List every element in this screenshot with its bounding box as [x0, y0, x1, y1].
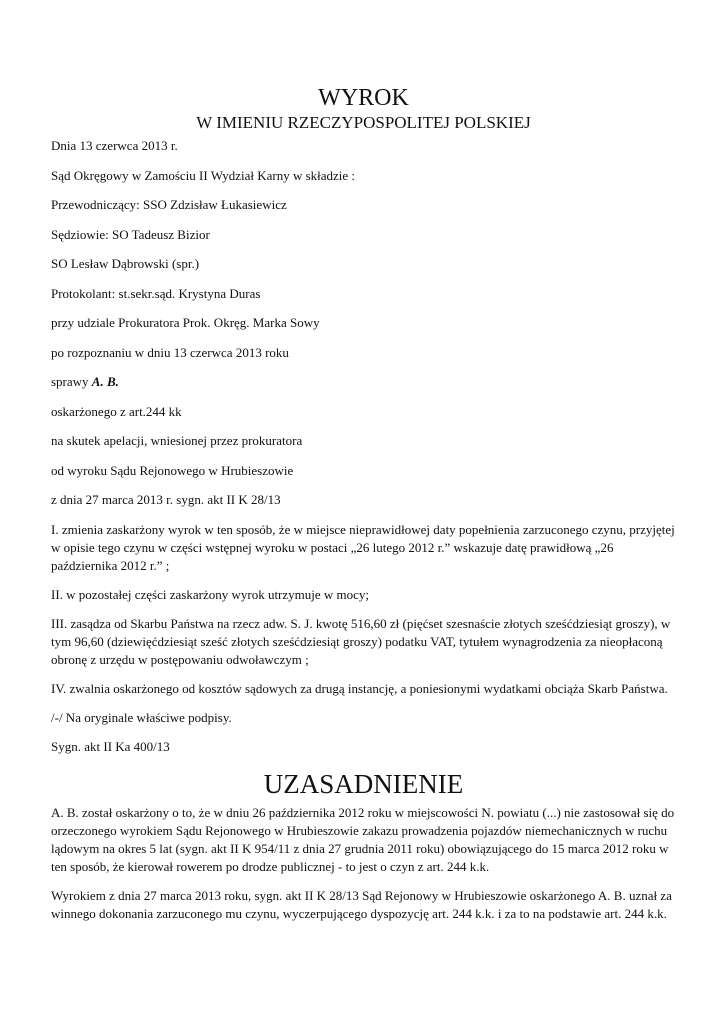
- defendant-name: A. B.: [91, 374, 119, 389]
- ruling-2: II. w pozostałej części zaskarżony wyrok utrzymuje w mocy;: [51, 586, 370, 602]
- document-title: WYROK: [318, 85, 409, 111]
- lower-court: od wyroku Sądu Rejonowego w Hrubieszowie: [51, 462, 294, 478]
- appeal-info: na skutek apelacji, wniesionej przez prokuratora: [51, 433, 303, 448]
- case-of-defendant: [51, 373, 676, 391]
- document-subtitle: W IMIENIU RZECZYPOSPOLITEJ POLSKIEJ: [196, 113, 531, 132]
- hearing-date: po rozpoznaniu w dniu 13 czerwca 2013 roku: [51, 344, 289, 360]
- case-prefix: sprawy: [51, 374, 92, 389]
- justification-paragraph-2: Wyrokiem z dnia 27 marca 2013 roku, sygn. akt II K 28/13 Sąd Rejonowy w Hrubieszowie oskarżonego A. B. uznał za winnego dokonania zarzuconego mu czynu, wyczerpującego dyspozycję art. 244 k.k. i za to na podstawie art. 244 k.k.: [51, 887, 672, 921]
- ruling-1: I. zmienia zaskarżony wyrok w ten sposób, że w miejsce nieprawidłowej daty popełnienia zarzuconego czynu, przyjętej w opisie tego czynu w części wstępnej wyroku w postaci „26 lutego 2012 r.” wskazuje datę prawidłową „26 października 2012 r.” ;: [51, 521, 675, 573]
- case-number: Sygn. akt II Ka 400/13: [51, 739, 170, 754]
- document-page: [51, 84, 676, 934]
- justification-heading: UZASADNIENIE: [263, 768, 464, 799]
- judges: Sędziowie: SO Tadeusz Bizior: [51, 226, 210, 242]
- charge: oskarżonego z art.244 kk: [51, 403, 182, 419]
- ruling-3: III. zasądza od Skarbu Państwa na rzecz adw. S. J. kwotę 516,60 zł (pięćset szesnaście złotych sześćdziesiąt groszy), w tym 96,60 (dziewięćdziesiąt sześć złotych sześćdziesiąt groszy) podatku VAT, tytułem wynagrodzenia za nieopłaconą obronę z urzędu w postępowaniu odwoławczym ;: [51, 615, 671, 667]
- court-name: Sąd Okręgowy w Zamościu II Wydział Karny w składzie :: [51, 167, 356, 183]
- justification-paragraph-1: A. B. został oskarżony o to, że w dniu 26 października 2012 roku w miejscowości N. powiatu (...) nie zastosował się do orzeczonego wyrokiem Sądu Rejonowego w Hrubieszowie zakazu prowadzenia pojazdów niemechanicznych w ruchu lądowym na okres 5 lat (sygn. akt II K 954/11 z dnia 27 grudnia 2011 roku) obowiązującego do 15 marca 2012 roku w ten sposób, że kierował rowerem po drodze publicznej - to jest o czyn z art. 244 k.k.: [51, 804, 675, 874]
- presiding-judge: Przewodniczący: SSO Zdzisław Łukasiewicz: [51, 197, 287, 212]
- court-clerk: Protokolant: st.sekr.sąd. Krystyna Duras: [51, 285, 261, 301]
- signatures-note: /-/ Na oryginale właściwe podpisy.: [51, 709, 232, 725]
- lower-court-date: z dnia 27 marca 2013 r. sygn. akt II K 28/13: [51, 492, 281, 507]
- judge-second: SO Lesław Dąbrowski (spr.): [51, 256, 200, 271]
- ruling-4: IV. zwalnia oskarżonego od kosztów sądowych za drugą instancję, a poniesionymi wydatkami obciąża Skarb Państwa.: [51, 680, 668, 696]
- judgment-date: Dnia 13 czerwca 2013 r.: [51, 138, 178, 153]
- prosecutor: przy udziale Prokuratora Prok. Okręg. Marka Sowy: [51, 315, 320, 330]
